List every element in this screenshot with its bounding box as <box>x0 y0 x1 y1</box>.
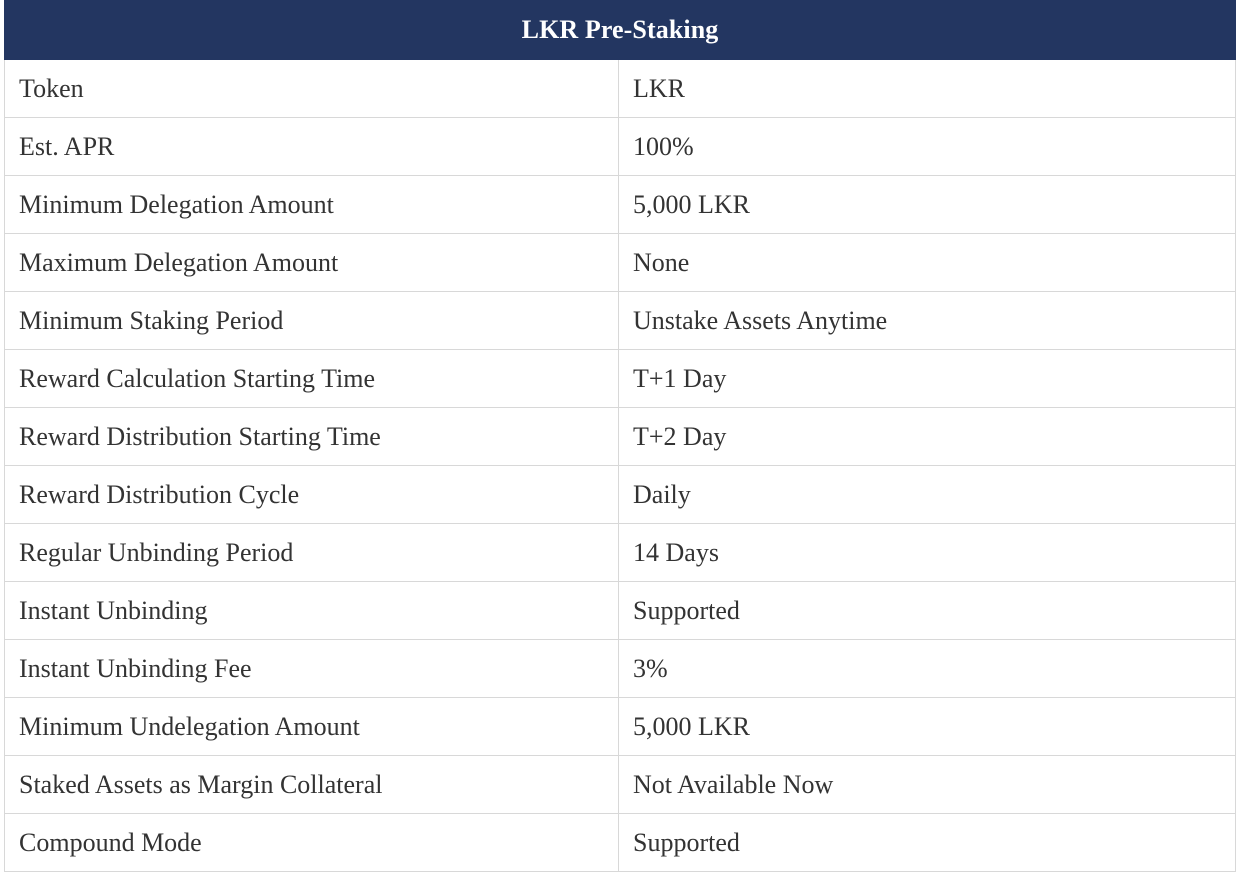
staking-table-container <box>4 0 1235 872</box>
row-value: Not Available Now <box>619 756 1236 814</box>
row-value: Supported <box>619 582 1236 640</box>
row-label: Regular Unbinding Period <box>5 524 619 582</box>
table-row <box>5 524 1236 582</box>
table-row <box>5 466 1236 524</box>
staking-table <box>4 0 1236 872</box>
row-value: 100% <box>619 118 1236 176</box>
row-value: Supported <box>619 814 1236 872</box>
table-title: LKR Pre-Staking <box>5 1 1236 60</box>
row-value: Daily <box>619 466 1236 524</box>
table-row <box>5 756 1236 814</box>
row-label: Maximum Delegation Amount <box>5 234 619 292</box>
row-value: T+1 Day <box>619 350 1236 408</box>
row-value: LKR <box>619 60 1236 118</box>
table-row <box>5 118 1236 176</box>
row-label: Est. APR <box>5 118 619 176</box>
row-value: None <box>619 234 1236 292</box>
table-row <box>5 234 1236 292</box>
row-value: Unstake Assets Anytime <box>619 292 1236 350</box>
row-label: Staked Assets as Margin Collateral <box>5 756 619 814</box>
row-label: Reward Calculation Starting Time <box>5 350 619 408</box>
table-row <box>5 292 1236 350</box>
row-value: 3% <box>619 640 1236 698</box>
row-label: Reward Distribution Cycle <box>5 466 619 524</box>
row-label: Minimum Delegation Amount <box>5 176 619 234</box>
row-value: T+2 Day <box>619 408 1236 466</box>
table-row <box>5 640 1236 698</box>
table-row <box>5 698 1236 756</box>
table-row <box>5 814 1236 872</box>
row-label: Compound Mode <box>5 814 619 872</box>
row-value: 14 Days <box>619 524 1236 582</box>
table-row <box>5 176 1236 234</box>
table-row <box>5 350 1236 408</box>
row-value: 5,000 LKR <box>619 176 1236 234</box>
table-header-row <box>5 1 1236 60</box>
table-row <box>5 582 1236 640</box>
row-label: Instant Unbinding Fee <box>5 640 619 698</box>
row-label: Token <box>5 60 619 118</box>
row-value: 5,000 LKR <box>619 698 1236 756</box>
row-label: Minimum Staking Period <box>5 292 619 350</box>
row-label: Minimum Undelegation Amount <box>5 698 619 756</box>
table-row <box>5 408 1236 466</box>
table-row <box>5 60 1236 118</box>
row-label: Instant Unbinding <box>5 582 619 640</box>
row-label: Reward Distribution Starting Time <box>5 408 619 466</box>
